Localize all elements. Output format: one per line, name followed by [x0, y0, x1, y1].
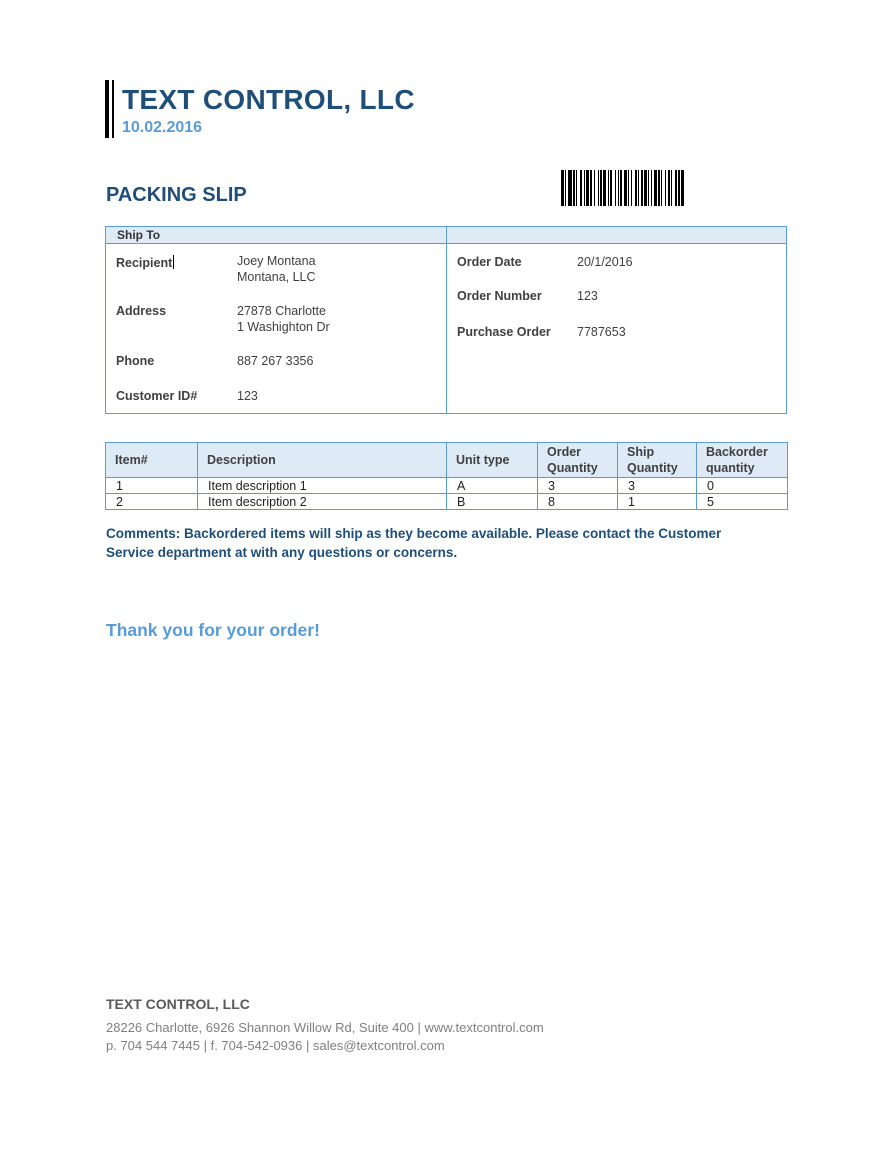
- table-cell: 5: [697, 494, 788, 510]
- company-name: TEXT CONTROL, LLC: [122, 84, 415, 115]
- column-header-unit-type: Unit type: [447, 443, 538, 478]
- table-cell: B: [447, 494, 538, 510]
- recipient-label[interactable]: Recipient: [116, 256, 173, 270]
- table-row: [106, 494, 788, 510]
- text-cursor: [173, 255, 174, 269]
- phone-value: 887 267 3356: [237, 354, 314, 368]
- table-cell: 8: [538, 494, 618, 510]
- column-header-description: Description: [198, 443, 447, 478]
- purchase-order-label: Purchase Order: [457, 325, 551, 339]
- table-cell: 1: [106, 478, 198, 494]
- barcode-icon: [561, 170, 783, 206]
- footer-company-name: TEXT CONTROL, LLC: [106, 996, 250, 1012]
- table-cell: 0: [697, 478, 788, 494]
- order-number-value: 123: [577, 289, 598, 303]
- column-header-order-quantity: Order Quantity: [538, 443, 618, 478]
- purchase-order-value: 7787653: [577, 325, 626, 339]
- customer-id-value: 123: [237, 389, 258, 403]
- ship-box-left-bottom-border: [106, 413, 447, 414]
- recipient-name: Joey Montana: [237, 254, 316, 268]
- table-cell: A: [447, 478, 538, 494]
- table-cell: 1: [618, 494, 697, 510]
- table-row: [106, 478, 788, 494]
- ship-to-box: [105, 226, 787, 414]
- items-table: [105, 442, 788, 510]
- table-cell: 2: [106, 494, 198, 510]
- column-header-item: Item#: [106, 443, 198, 478]
- phone-label: Phone: [116, 354, 155, 368]
- address-label: Address: [116, 304, 167, 318]
- order-date-label: Order Date: [457, 255, 522, 269]
- items-table-header-row: [106, 443, 788, 478]
- address-line-1: 27878 Charlotte: [237, 304, 326, 318]
- order-date-value: 20/1/2016: [577, 255, 633, 269]
- table-cell: 3: [618, 478, 697, 494]
- recipient-company: Montana, LLC: [237, 270, 316, 284]
- document-title: PACKING SLIP: [106, 184, 247, 206]
- table-cell: Item description 2: [198, 494, 447, 510]
- document-date: 10.02.2016: [122, 119, 203, 136]
- table-cell: 3: [538, 478, 618, 494]
- footer-address: 28226 Charlotte, 6926 Shannon Willow Rd, Suite 400 | www.textcontrol.com: [106, 1020, 544, 1035]
- thank-you-text: Thank you for your order!: [106, 620, 320, 640]
- comments-text: Comments: Backordered items will ship as they become available. Please contact the Customer Service department at with any questions or concerns.: [106, 526, 722, 560]
- header-accent-bars: [105, 80, 115, 138]
- order-number-label: Order Number: [457, 289, 542, 303]
- column-header-backorder-quantity: Backorder quantity: [697, 443, 788, 478]
- footer-contact: p. 704 544 7445 | f. 704-542-0936 | sales@textcontrol.com: [106, 1038, 445, 1053]
- ship-box-divider: [446, 227, 447, 413]
- column-header-ship-quantity: Ship Quantity: [618, 443, 697, 478]
- address-line-2: 1 Washighton Dr: [237, 320, 330, 334]
- customer-id-label: Customer ID#: [116, 389, 198, 403]
- table-cell: Item description 1: [198, 478, 447, 494]
- ship-to-header-label: Ship To: [117, 228, 161, 242]
